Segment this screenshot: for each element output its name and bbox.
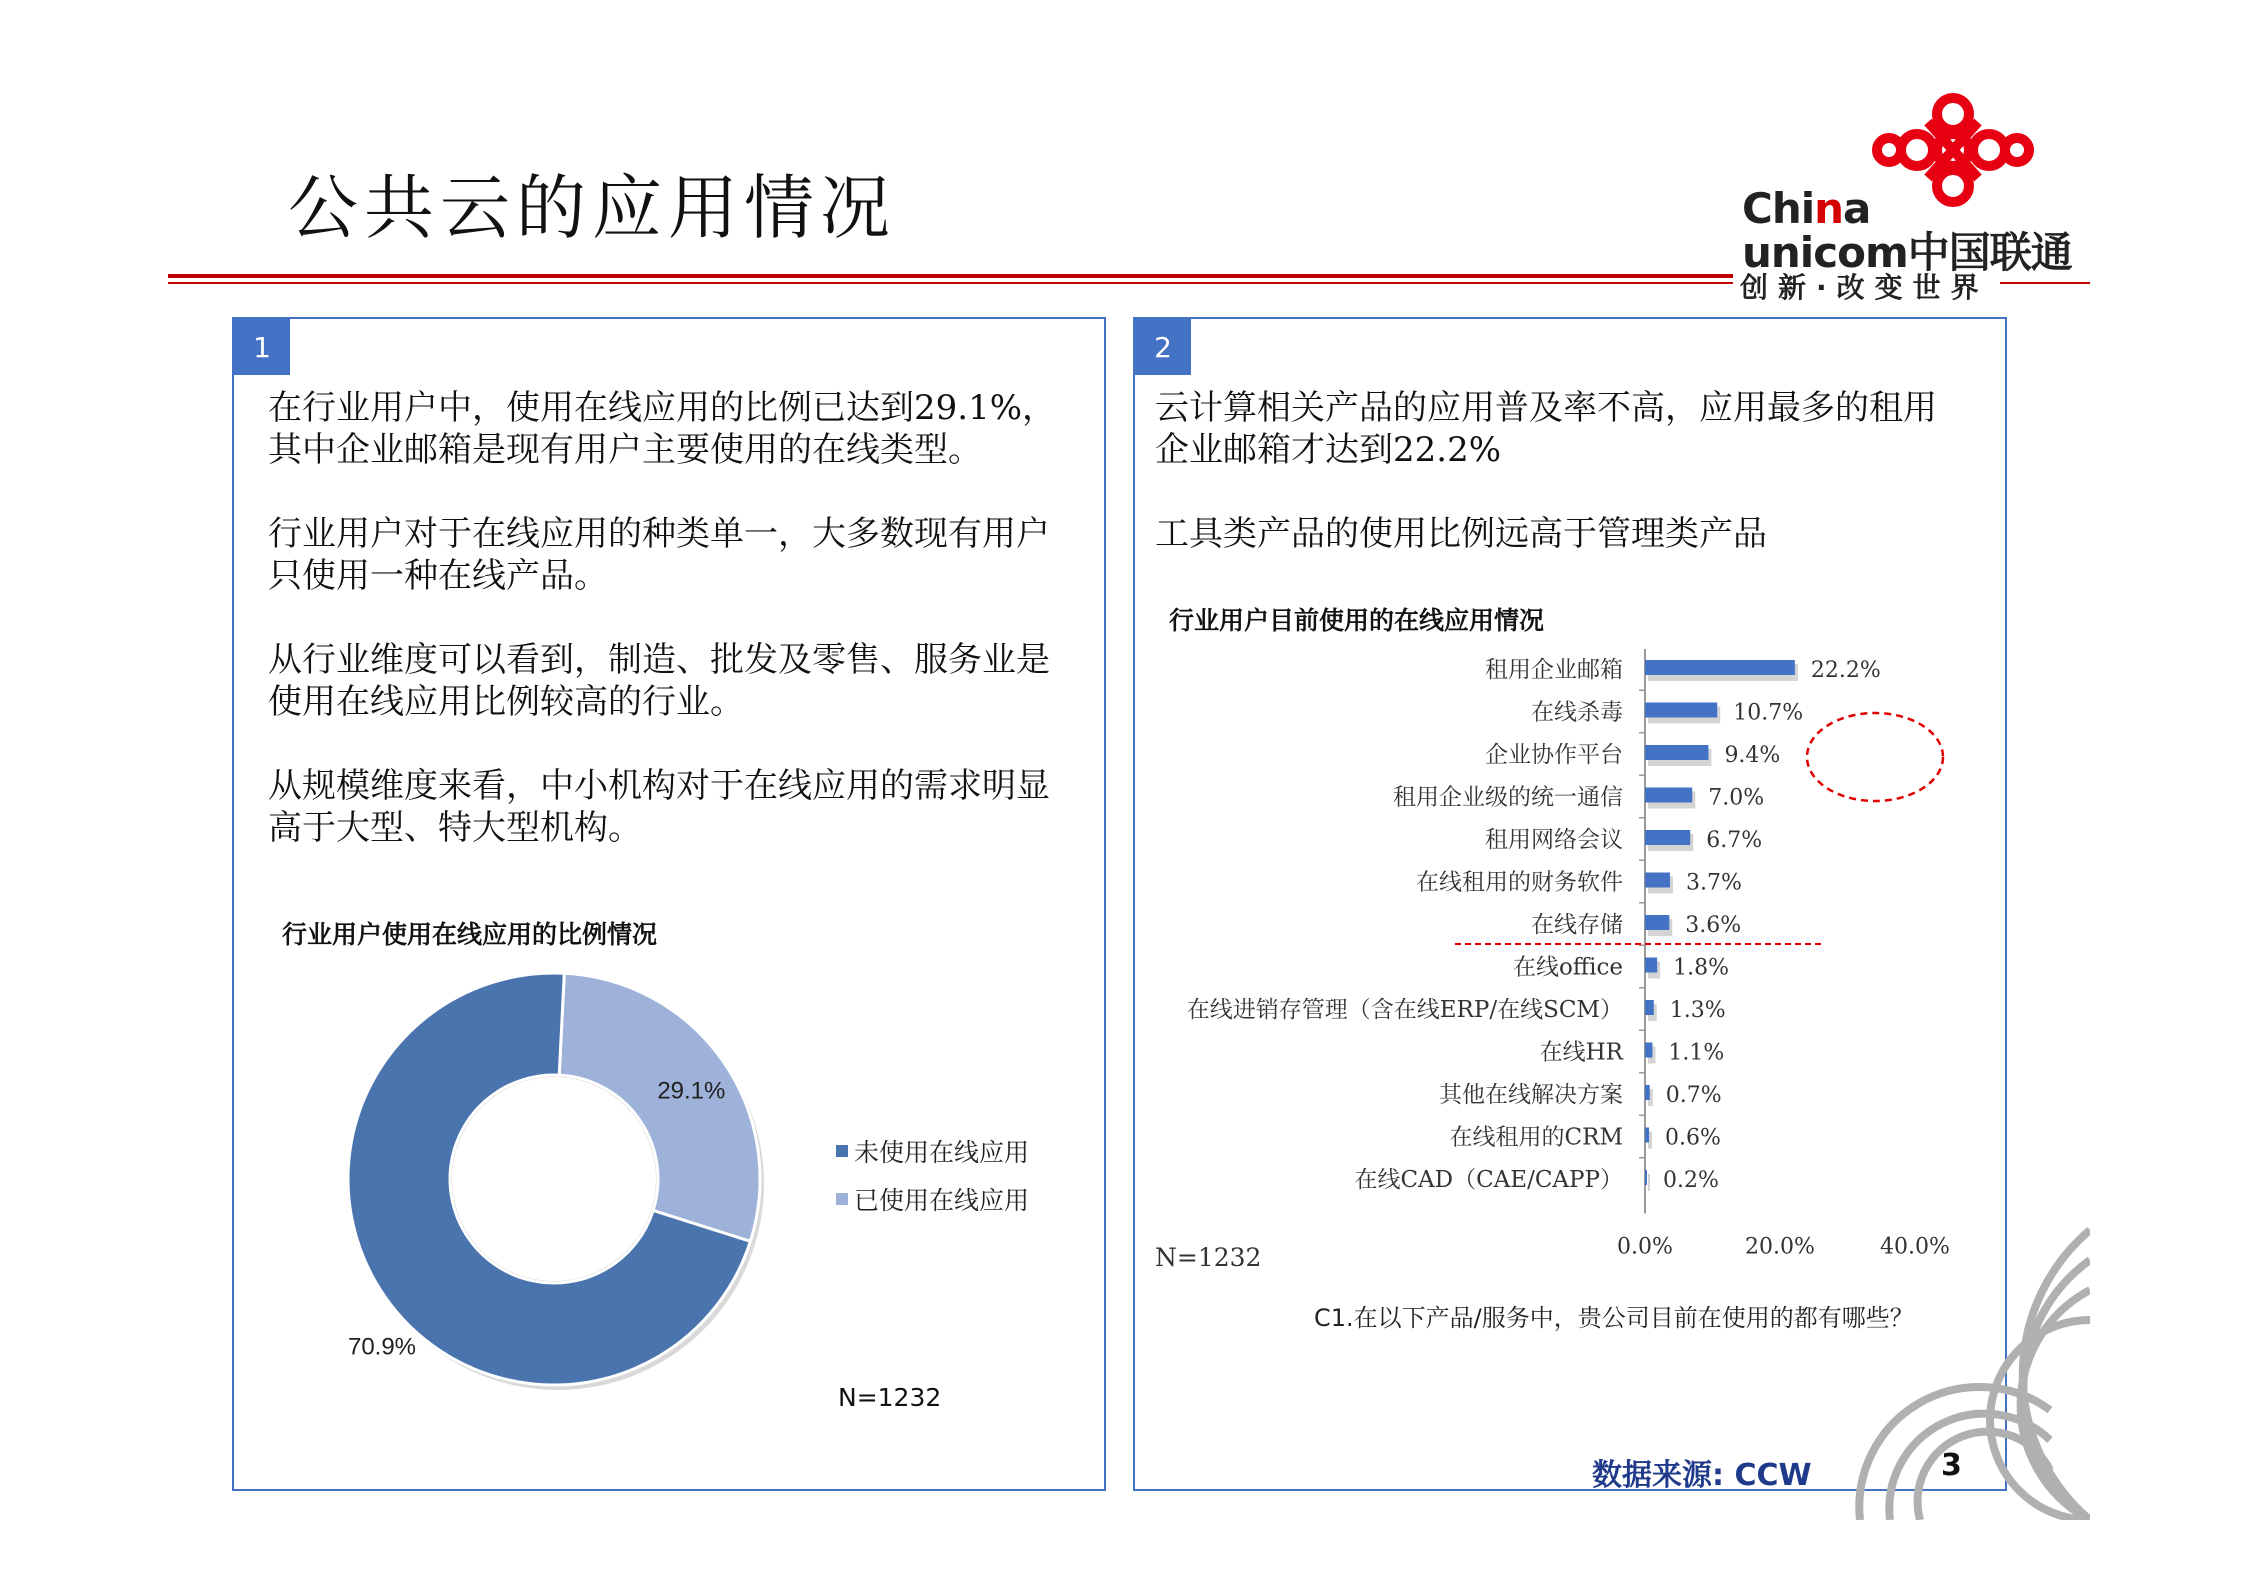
bar-value-label: 22.2% <box>1810 658 1881 683</box>
bar-x-tick-label: 20.0% <box>1745 1234 1815 1260</box>
legend-swatch-used <box>836 1193 848 1205</box>
header-rule-right <box>2000 282 2090 284</box>
bar-category-label: 在线存储 <box>1531 912 1623 938</box>
donut-label-used: 29.1% <box>657 1077 726 1105</box>
bar-chart-title: 行业用户目前使用的在线应用情况 <box>1169 606 1545 635</box>
bar-x-tick-label: 40.0% <box>1880 1234 1950 1260</box>
bar <box>1645 788 1692 803</box>
panel-2-paragraph-2: 工具类产品的使用比例远高于管理类产品 <box>1155 514 1767 554</box>
data-source: 数据来源: CCW <box>1592 1458 1812 1493</box>
panel-1-paragraph-3: 从行业维度可以看到，制造、批发及零售、服务业是 使用在线应用比例较高的行业。 <box>268 640 1050 722</box>
bar <box>1645 703 1717 718</box>
panel-2-tag: 2 <box>1135 319 1191 375</box>
bar-category-label: 租用企业级的统一通信 <box>1393 784 1623 811</box>
bar-x-tick-label: 0.0% <box>1617 1234 1673 1260</box>
logo-slogan: 创新·改变世界 <box>1740 271 1989 304</box>
bar-value-label: 10.7% <box>1733 700 1804 726</box>
donut-chart-title: 行业用户使用在线应用的比例情况 <box>282 920 658 949</box>
bar-value-label: 0.6% <box>1665 1125 1721 1151</box>
legend-swatch-unused <box>836 1145 848 1157</box>
page-title: 公共云的应用情况 <box>288 167 896 249</box>
logo-unicom-text: unicom中国联通 <box>1742 228 2072 277</box>
bar-category-label: 在线租用的财务软件 <box>1416 869 1623 896</box>
bar <box>1645 915 1669 930</box>
bar-category-label: 租用企业邮箱 <box>1485 657 1623 683</box>
panel-1-paragraph-1: 在行业用户中，使用在线应用的比例已达到29.1%， 其中企业邮箱是现有用户主要使用的在线类型。 <box>268 388 1057 470</box>
panel-1-paragraph-2: 行业用户对于在线应用的种类单一，大多数现有用户 只使用一种在线产品。 <box>268 514 1050 596</box>
header-rule-top <box>168 274 1733 278</box>
unicom-knot-icon <box>1868 92 2038 222</box>
donut-hole <box>452 1077 656 1281</box>
bar-value-label: 6.7% <box>1706 828 1763 853</box>
bar-value-label: 3.7% <box>1685 870 1742 896</box>
bar <box>1645 1170 1647 1185</box>
bar-category-label: 企业协作平台 <box>1485 742 1623 768</box>
bar <box>1645 745 1708 760</box>
bar <box>1645 958 1657 973</box>
bar-category-label: 在线CAD（CAE/CAPP） <box>1354 1167 1623 1193</box>
bar-value-label: 1.8% <box>1673 955 1730 981</box>
bar <box>1645 1085 1650 1100</box>
bar-value-label: 0.7% <box>1665 1083 1722 1108</box>
donut-chart <box>334 959 774 1399</box>
bar-category-label: 在线office <box>1512 954 1623 981</box>
bar-value-label: 7.0% <box>1708 785 1765 811</box>
logo-china-text: China <box>1742 184 1871 233</box>
bar <box>1645 1128 1649 1143</box>
bar-category-label: 租用网络会议 <box>1485 827 1623 853</box>
donut-sample-size: N=1232 <box>838 1383 942 1412</box>
panel-1-tag: 1 <box>234 319 290 375</box>
panel-1-paragraph-4: 从规模维度来看，中小机构对于在线应用的需求明显 高于大型、特大型机构。 <box>268 766 1050 848</box>
bar-category-label: 在线进销存管理（含在线ERP/在线SCM） <box>1186 997 1623 1023</box>
bar-value-label: 1.1% <box>1668 1040 1725 1066</box>
bar <box>1645 1000 1654 1015</box>
bar-category-label: 其他在线解决方案 <box>1439 1082 1623 1108</box>
bar-value-label: 0.2% <box>1663 1168 1719 1193</box>
survey-question: C1.在以下产品/服务中，贵公司目前在使用的都有哪些？ <box>1314 1304 1914 1332</box>
bar-value-label: 9.4% <box>1724 743 1781 768</box>
bar-sample-size: N=1232 <box>1155 1243 1262 1272</box>
bar <box>1645 1043 1652 1058</box>
bar-category-label: 在线杀毒 <box>1531 699 1623 726</box>
highlight-ellipse <box>1807 713 1943 801</box>
bar <box>1645 873 1670 888</box>
header-rule-bottom <box>168 282 1733 284</box>
panel-1 <box>232 317 1106 1491</box>
page-number: 3 <box>1941 1448 1962 1483</box>
legend-item-used: 已使用在线应用 <box>836 1181 1029 1217</box>
legend-item-unused: 未使用在线应用 <box>836 1133 1029 1169</box>
bar <box>1645 830 1690 845</box>
donut-label-unused: 70.9% <box>347 1333 417 1361</box>
panel-2-paragraph-1: 云计算相关产品的应用普及率不高，应用最多的租用 企业邮箱才达到22.2% <box>1155 388 1937 470</box>
bar <box>1645 660 1795 675</box>
bar-value-label: 1.3% <box>1669 998 1726 1023</box>
bar-shadow <box>1648 1174 1650 1191</box>
bar-category-label: 在线租用的CRM <box>1449 1124 1623 1151</box>
china-unicom-logo <box>1738 92 2078 307</box>
bar-category-label: 在线HR <box>1539 1039 1623 1066</box>
decorative-arcs-icon <box>1850 1200 2090 1520</box>
bar-value-label: 3.6% <box>1685 913 1742 938</box>
